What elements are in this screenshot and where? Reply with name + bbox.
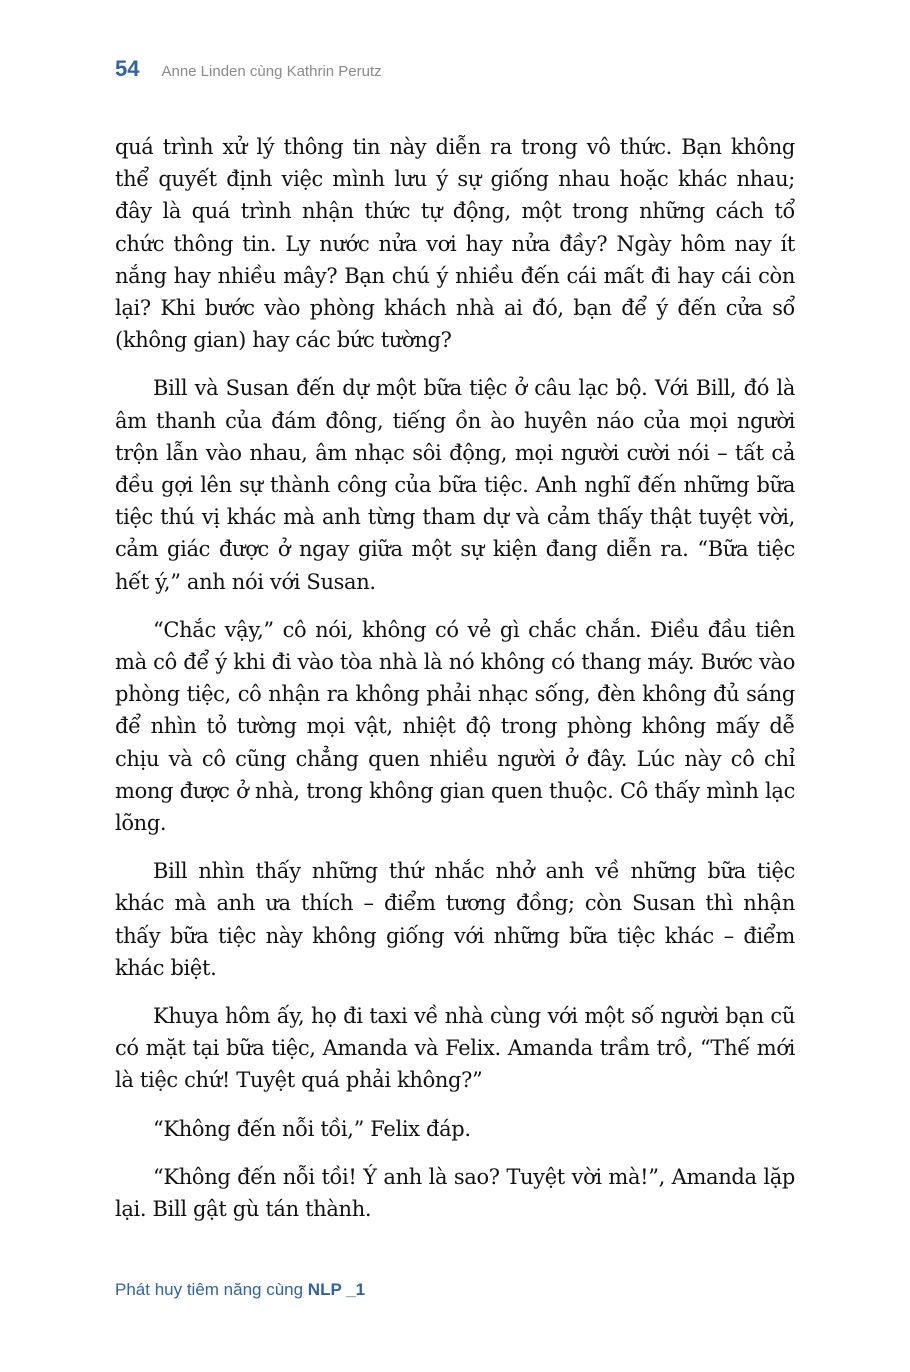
paragraph-1: quá trình xử lý thông tin này diễn ra trong vô thức. Bạn không thể quyết định việc mình lưu ý sự giống nhau hoặc khác nhau; đây là quá trình nhận thức tự động, một trong những cách tổ chức thông tin. Ly nước nửa vơi hay nửa đầy? Ngày hôm nay ít nắng hay nhiều mây? Bạn chú ý nhiều đến cái mất đi hay cái còn lại? Khi bước vào phòng khách nhà ai đó, bạn để ý đến cửa sổ (không gian) hay các bức tường? (115, 135, 795, 353)
footer-volume: _1 (341, 1280, 366, 1299)
paragraph-2: Bill và Susan đến dự một bữa tiệc ở câu lạc bộ. Với Bill, đó là âm thanh của đám đông, tiếng ồn ào huyên náo của mọi người trộn lẫn vào nhau, âm nhạc sôi động, mọi người cười nói – tất cả đều gợi lên sự thành công của bữa tiệc. Anh nghĩ đến những bữa tiệc thú vị khác mà anh từng tham dự và cảm thấy thật tuyệt vời, cảm giác được ở ngay giữa một sự kiện đang diễn ra. “Bữa tiệc hết ý,” anh nói với Susan. (115, 376, 795, 594)
paragraph-5: Khuya hôm ấy, họ đi taxi về nhà cùng với một số người bạn cũ có mặt tại bữa tiệc, Amanda và Felix. Amanda trầm trồ, “Thế mới là tiệc chứ! Tuyệt quá phải không?” (115, 1004, 795, 1093)
paragraph-3: “Chắc vậy,” cô nói, không có vẻ gì chắc chắn. Điều đầu tiên mà cô để ý khi đi vào tòa nhà là nó không có thang máy. Bước vào phòng tiệc, cô nhận ra không phải nhạc sống, đèn không đủ sáng để nhìn tỏ tường mọi vật, nhiệt độ trong phòng không mấy dễ chịu và cô cũng chẳng quen nhiều người ở đây. Lúc này cô chỉ mong được ở nhà, trong không gian quen thuộc. Cô thấy mình lạc lõng. (115, 617, 795, 836)
page-header (115, 56, 382, 82)
footer-series-name: NLP (307, 1280, 342, 1299)
paragraph-4: Bill nhìn thấy những thứ nhắc nhở anh về những bữa tiệc khác mà anh ưa thích – điểm tương đồng; còn Susan thì nhận thấy bữa tiệc này không giống với những bữa tiệc khác – điểm khác biệt. (115, 859, 795, 980)
body-text (115, 131, 795, 1241)
running-head: Anne Linden cùng Kathrin Perutz (161, 63, 382, 80)
page-number: 54 (115, 56, 140, 81)
paragraph-7: “Không đến nỗi tồi! Ý anh là sao? Tuyệt vời mà!”, Amanda lặp lại. Bill gật gù tán thành. (115, 1164, 795, 1222)
paragraph-6: “Không đến nỗi tồi,” Felix đáp. (153, 1116, 471, 1141)
footer-series-title: Phát huy tiêm năng cùng (115, 1280, 308, 1299)
page-footer (115, 1280, 365, 1300)
